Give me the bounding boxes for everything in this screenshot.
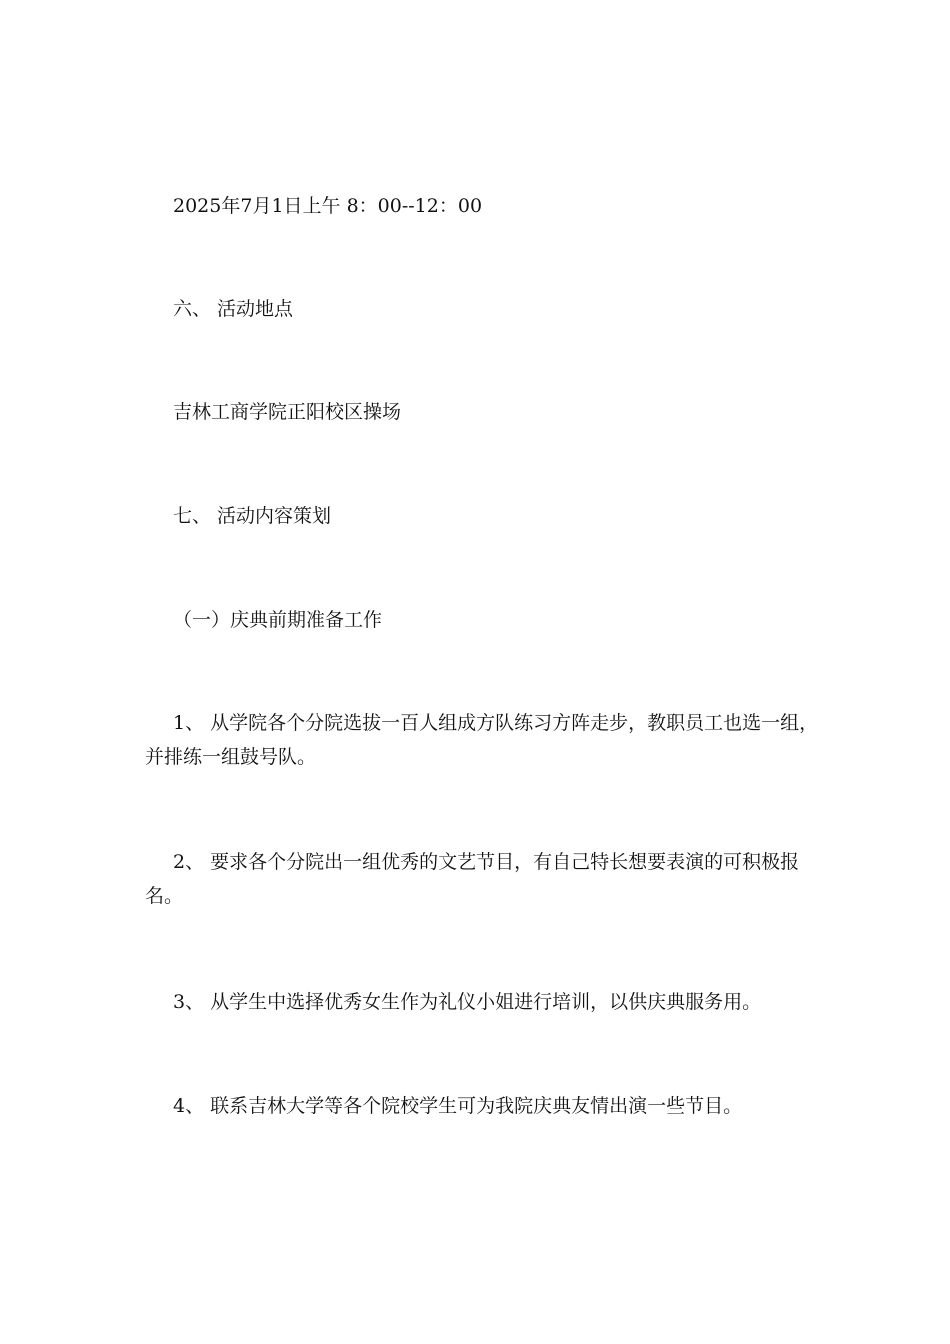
section-heading-location: 六、 活动地点 [173,298,294,320]
subsection-heading-preparation: （一）庆典前期准备工作 [173,609,383,631]
list-item-3: 3、 从学生中选择优秀女生作为礼仪小姐进行培训，以供庆典服务用。 [173,991,762,1013]
activity-location-text: 吉林工商学院正阳校区操场 [173,401,402,423]
activity-time-text: 2025年7月1日上午 8：00--12：00 [173,195,483,217]
list-item-1: 1、 从学院各个分院选拔一百人组成方队练习方阵走步，教职员工也选一组，并排练一组鼓号队。 [145,712,819,768]
list-item-2: 2、 要求各个分院出一组优秀的文艺节目，有自己特长想要表演的可积极报名。 [145,851,800,907]
section-heading-content: 七、 活动内容策划 [173,505,332,527]
list-item-4: 4、 联系吉林大学等各个院校学生可为我院庆典友情出演一些节目。 [173,1095,743,1117]
